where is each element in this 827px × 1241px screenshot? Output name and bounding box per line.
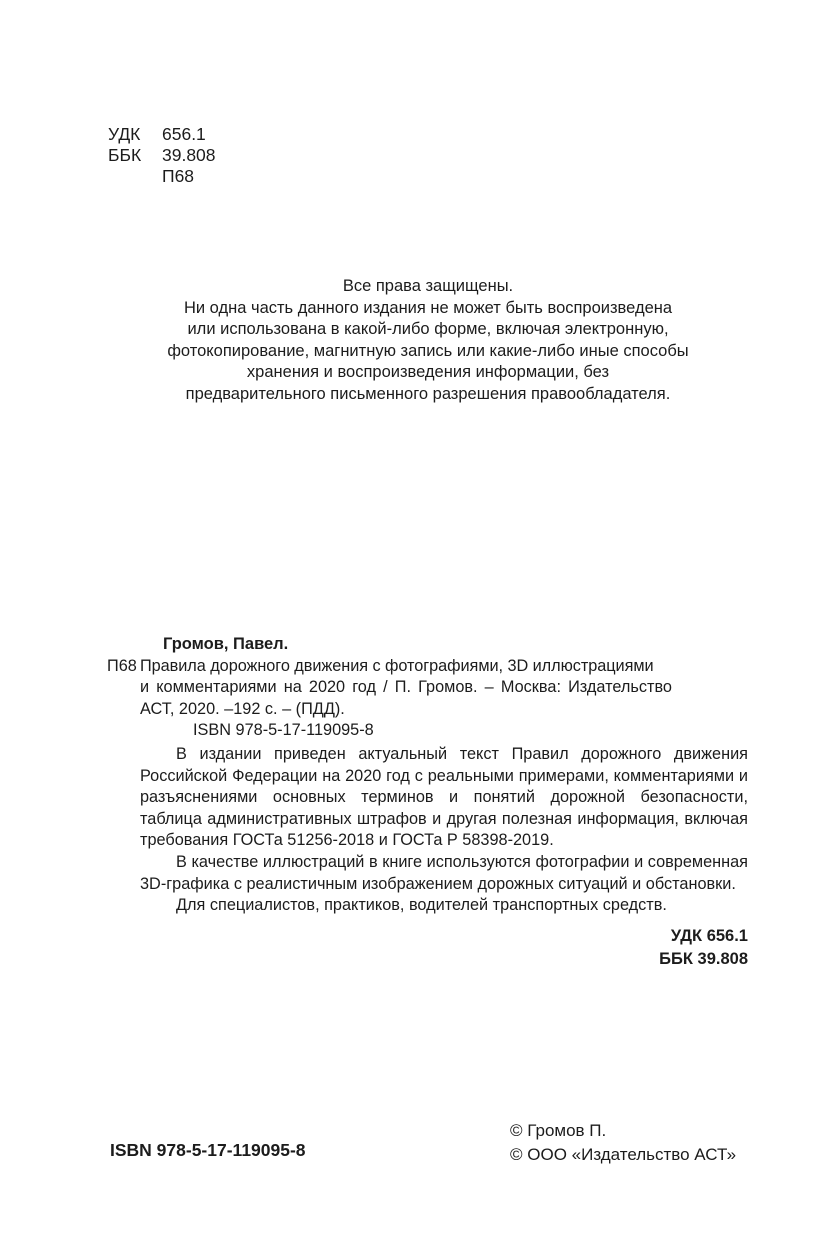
classification-row-signature: [108, 166, 216, 187]
rights-notice: [113, 276, 743, 405]
rights-notice-line: Ни одна часть данного издания не может быть воспроизведена: [183, 298, 673, 317]
rights-notice-line: хранения и воспроизведения информации, без: [246, 363, 610, 381]
rights-notice-line: или использована в какой-либо форме, включая электронную,: [187, 320, 669, 338]
footer-isbn: ISBN 978-5-17-119095-8: [110, 1140, 306, 1160]
annotation-block: [140, 744, 748, 917]
classification-row-bbk: [108, 145, 216, 166]
rights-notice-line: Все права защищены.: [342, 277, 514, 295]
bibliographic-record: [107, 634, 752, 742]
rights-notice-line: предварительного письменного разрешения правообладателя.: [185, 384, 671, 403]
bibliographic-signature: П68: [107, 656, 137, 675]
classification-block-bottom: [448, 925, 748, 971]
bibliographic-description-body: [140, 656, 752, 721]
classification-value-bbk: 39.808: [162, 145, 216, 165]
classification-label-udk: УДК: [108, 124, 141, 144]
annotation-paragraph: В качестве иллюстраций в книге используются фотографии и современная 3D-графика с реалистичным изображением дорожных ситуаций и обстановки.: [140, 852, 748, 893]
footer-copyright: [510, 1119, 736, 1167]
bibliographic-description-line: АСТ, 2020. –192 с. – (ПДД).: [140, 699, 345, 718]
classification-bottom-udk: УДК 656.1: [670, 927, 748, 945]
bibliographic-description: [107, 656, 752, 721]
classification-value-udk: 656.1: [162, 124, 206, 144]
rights-notice-line: фотокопирование, магнитную запись или какие-либо иные способы: [167, 341, 689, 360]
annotation-paragraph: В издании приведен актуальный текст Правил дорожного движения Российской Федерации на 2020 год с реальными примерами, комментариями и разъяснениями основных терминов и понятий дорожной безопасности, таблица административных штрафов и другая полезная информация, включая требования ГОСТа 51256-2018 и ГОСТа Р 58398-2019.: [140, 745, 748, 850]
classification-block-top: [108, 124, 216, 187]
copyright-line-publisher: © ООО «Издательство АСТ»: [510, 1145, 737, 1164]
classification-bottom-bbk: ББК 39.808: [659, 950, 748, 968]
classification-label-bbk: ББК: [108, 145, 142, 165]
bibliographic-isbn: ISBN 978-5-17-119095-8: [193, 721, 374, 739]
bibliographic-description-line: Правила дорожного движения с фотографиями, 3D иллюстрациями: [140, 656, 654, 675]
bibliographic-author: Громов, Павел.: [163, 635, 289, 653]
bibliographic-description-line: и комментариями на 2020 год / П. Громов. – Москва: Издательство: [140, 678, 672, 696]
copyright-line-author: © Громов П.: [510, 1121, 607, 1140]
classification-value-signature: П68: [162, 166, 195, 186]
classification-row-udk: [108, 124, 216, 145]
annotation-paragraph: Для специалистов, практиков, водителей транспортных средств.: [176, 896, 667, 915]
